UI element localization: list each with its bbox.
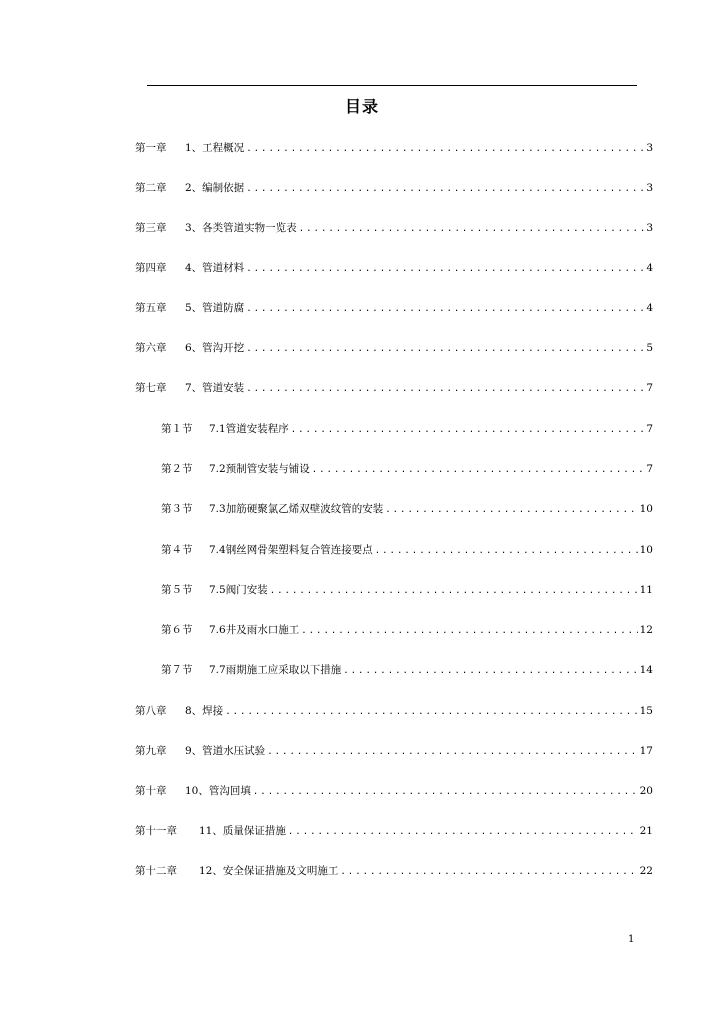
toc-entry-text: 10、管沟回填 <box>185 785 251 797</box>
toc-entry-label: 第十章 <box>135 785 167 797</box>
toc-leader-dots <box>246 381 644 397</box>
toc-entry-text: 8、焊接 <box>185 705 224 717</box>
toc-entry-page: 10 <box>639 503 653 515</box>
toc-entry-page: 22 <box>639 865 653 877</box>
toc-leader-dots <box>246 341 644 357</box>
toc-entry[interactable] <box>135 260 653 276</box>
toc-entry[interactable] <box>161 461 653 477</box>
toc-entry-label: 第六章 <box>135 342 167 354</box>
page-number: 1 <box>628 934 635 945</box>
toc-entry-page: 7 <box>646 463 653 475</box>
toc-entry[interactable] <box>135 300 653 316</box>
toc-entry-label: 第７节 <box>161 664 193 676</box>
toc-entry-text: 3、各类管道实物一览表 <box>185 222 297 234</box>
toc-entry[interactable] <box>161 662 653 678</box>
toc-entry-page: 7 <box>646 382 653 394</box>
toc-leader-dots <box>288 824 638 840</box>
toc-leader-dots <box>301 623 637 639</box>
toc-entry[interactable] <box>135 863 653 879</box>
toc-entry-text: 7.3加筋硬聚氯乙烯双壁波纹管的安装 <box>209 503 384 515</box>
toc-leader-dots <box>225 704 637 720</box>
toc-entry-page: 4 <box>646 302 653 314</box>
header-rule <box>147 85 637 86</box>
toc-entry-text: 2、编制依据 <box>185 182 245 194</box>
toc-leader-dots <box>270 583 638 599</box>
toc-entry-page: 15 <box>639 705 653 717</box>
toc-entry-label: 第五章 <box>135 302 167 314</box>
toc-leader-dots <box>246 301 644 317</box>
toc-entry-page: 14 <box>639 664 653 676</box>
toc-leader-dots <box>340 864 637 880</box>
toc-leader-dots <box>343 663 637 679</box>
toc-entry-text: 7.6井及雨水口施工 <box>209 624 300 636</box>
toc-entry-label: 第十一章 <box>135 825 177 837</box>
toc-entry-label: 第八章 <box>135 705 167 717</box>
toc-entry-label: 第１节 <box>161 423 193 435</box>
toc-entry[interactable] <box>135 703 653 719</box>
toc-entry-text: 12、安全保证措施及文明施工 <box>199 865 339 877</box>
toc-entry-label: 第２节 <box>161 463 193 475</box>
toc-entry-label: 第四章 <box>135 262 167 274</box>
toc-entry-label: 第十二章 <box>135 865 177 877</box>
toc-entry[interactable] <box>135 340 653 356</box>
toc-entry-page: 17 <box>639 745 653 757</box>
toc-entry-text: 7.4钢丝网骨架塑料复合管连接要点 <box>209 544 373 556</box>
toc-entry[interactable] <box>135 823 653 839</box>
toc-leader-dots <box>291 422 645 438</box>
toc-entry-page: 5 <box>646 342 653 354</box>
toc-leader-dots <box>299 221 645 237</box>
toc-entry-label: 第４节 <box>161 544 193 556</box>
toc-leader-dots <box>253 784 638 800</box>
toc-entry[interactable] <box>161 421 653 437</box>
toc-entry-label: 第一章 <box>135 142 167 154</box>
toc-entry-label: 第九章 <box>135 745 167 757</box>
toc-entry-label: 第３节 <box>161 503 193 515</box>
toc-entry[interactable] <box>161 501 653 517</box>
toc-entry-page: 12 <box>639 624 653 636</box>
toc-entry-page: 4 <box>646 262 653 274</box>
toc-entry-text: 9、管道水压试验 <box>185 745 266 757</box>
toc-entry[interactable] <box>135 783 653 799</box>
toc-entry[interactable] <box>161 622 653 638</box>
toc-entry-text: 7.5阀门安装 <box>209 584 268 596</box>
toc-entry[interactable] <box>135 140 653 156</box>
toc-entry[interactable] <box>135 180 653 196</box>
toc-entry-text: 4、管道材料 <box>185 262 245 274</box>
toc-entry-label: 第二章 <box>135 182 167 194</box>
toc-entry-text: 7.7雨期施工应采取以下措施 <box>209 664 342 676</box>
toc-entry[interactable] <box>135 220 653 236</box>
toc-entry-label: 第三章 <box>135 222 167 234</box>
toc-entry-page: 3 <box>646 222 653 234</box>
toc-entry-label: 第６节 <box>161 624 193 636</box>
toc-leader-dots <box>246 261 644 277</box>
toc-entry-text: 7.2预制管安装与铺设 <box>209 463 310 475</box>
toc-entry-text: 7.1管道安装程序 <box>209 423 289 435</box>
toc-leader-dots <box>312 462 645 478</box>
toc-entry-text: 6、管沟开挖 <box>185 342 245 354</box>
toc-entry-text: 5、管道防腐 <box>185 302 245 314</box>
toc-leader-dots <box>385 502 637 518</box>
toc-entry[interactable] <box>161 582 653 598</box>
toc-entry[interactable] <box>135 743 653 759</box>
toc-leader-dots <box>375 543 638 559</box>
toc-leader-dots <box>246 141 644 157</box>
toc-entry-page: 21 <box>639 825 653 837</box>
toc-entry-label: 第七章 <box>135 382 167 394</box>
toc-entry-page: 11 <box>639 584 653 596</box>
toc-entry-text: 7、管道安装 <box>185 382 245 394</box>
toc-entry-page: 7 <box>646 423 653 435</box>
toc-title: 目录 <box>344 97 379 116</box>
toc-entry-page: 20 <box>639 785 653 797</box>
toc-entry-text: 1、工程概况 <box>185 142 245 154</box>
toc-entry[interactable] <box>135 380 653 396</box>
toc-entry-page: 3 <box>646 182 653 194</box>
toc-entry-page: 3 <box>646 142 653 154</box>
toc-entry[interactable] <box>161 542 653 558</box>
toc-entry-text: 11、质量保证措施 <box>199 825 286 837</box>
toc-entry-page: 10 <box>639 544 653 556</box>
toc-leader-dots <box>246 181 644 197</box>
toc-leader-dots <box>267 744 637 760</box>
toc-entry-label: 第５节 <box>161 584 193 596</box>
